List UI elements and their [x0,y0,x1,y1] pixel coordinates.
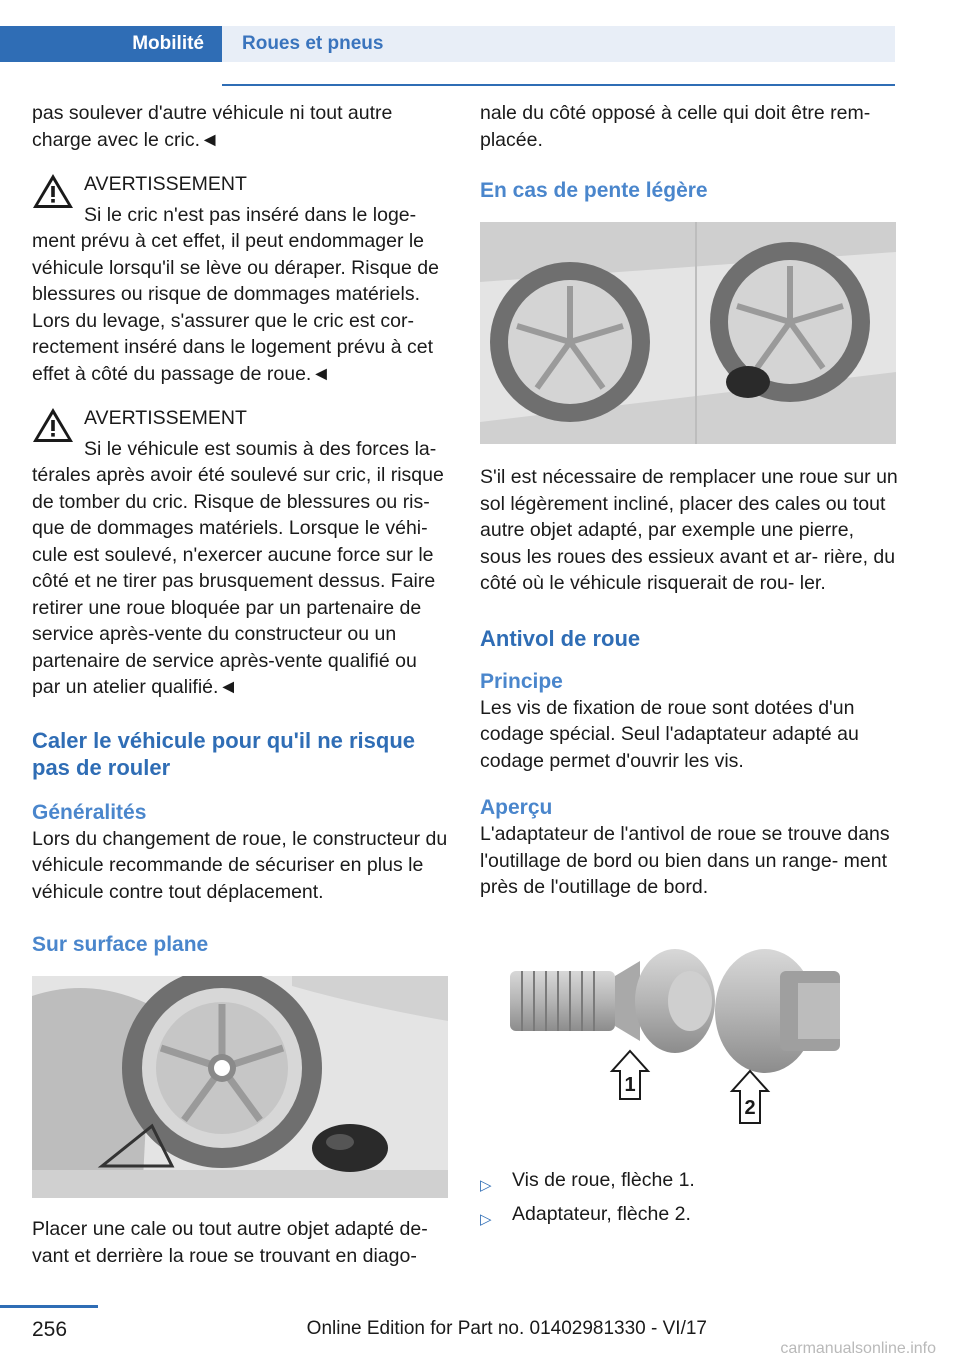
illustration-wheel-chock-flat [32,976,448,1198]
page-number: 256 [32,1318,68,1341]
warning-title-1: AVERTISSEMENT [84,173,247,195]
tab-underline [222,84,895,86]
heading-pente-legere: En cas de pente légère [480,179,708,202]
wheel-chock-flat-illustration [32,976,448,1198]
arrow-label-2: 2 [744,1096,756,1119]
warning-block-1 [32,171,450,387]
watermark: carmanualsonline.info [780,1340,936,1357]
tab-roues-et-pneus[interactable] [222,26,895,62]
tab-roues-label: Roues et pneus [242,33,384,54]
warning-text-2: Si le véhicule est soumis à des forces la- térales après avoir été soulevé sur cric, il risque de tomber du cric. Risque de blessures ou ris- que de dommages matériels. Lorsque le véhi- cule est soulevé, n'exercer aucune force sur le côté et ne tirer pas brusquement dessus. Faire retirer une roue bloquée par un partenaire de service après-vente du constructeur ou un partenaire de service après-vente qualifié ou par un atelier qualifié.◄ [32,437,444,698]
warning-block-2 [32,405,450,701]
paragraph-cric-end: pas soulever d'autre véhicule ni tout autre charge avec le cric.◄ [32,102,393,151]
illustration-wheel-chock-slope [480,222,896,444]
tab-mobilite[interactable] [0,26,222,62]
paragraph-surface-plane: Placer une cale ou tout autre objet adapté de- vant et derrière la roue se trouvant en diago- [32,1218,428,1267]
triangle-bullet-icon: ▷ [480,1176,492,1194]
warning-text-1: Si le cric n'est pas inséré dans le loge- ment prévu à cet effet, il peut endommager le véhicule lorsqu'il se lève ou déraper. Risque de blessures ou risque de dommages matériels. Lors du levage, s'assurer que le cric est cor- rectement inséré dans le logement prévu à cet effet à côté du passage de roue.◄ [32,203,439,385]
warning-triangle-icon [32,407,74,443]
edition-text: Online Edition for Part no. 01402981330 - VI/17 [306,1318,707,1339]
heading-generalites: Généralités [32,800,147,824]
wheel-lock-illustration [480,931,896,1149]
heading-principe: Principe [480,669,563,693]
triangle-bullet-icon: ▷ [480,1211,492,1228]
illustration-wheel-lock [480,931,896,1149]
warning-title-2: AVERTISSEMENT [84,407,247,429]
list-item: ▷ Vis de roue, flèche 1. [480,1167,898,1194]
paragraph-generalites: Lors du changement de roue, le constructeur du véhicule recommande de sécuriser en plus le véhicule contre tout déplacement. [32,827,448,903]
list-item: ▷ Adaptateur, flèche 2. [480,1201,898,1228]
bullet-list [480,1167,898,1228]
heading-surface-plane: Sur surface plane [32,933,209,956]
left-column [32,100,450,1269]
tab-mobilite-label: Mobilité [132,33,204,54]
paragraph-apercu: L'adaptateur de l'antivol de roue se trouve dans l'outillage de bord ou bien dans un range- ment près de l'outillage de bord. [480,823,890,898]
header-tabs [0,26,895,62]
heading-apercu: Aperçu [480,796,553,819]
paragraph-pente-legere: S'il est nécessaire de remplacer une roue sur un sol légèrement incliné, placer des cales ou tout autre objet adapté, par exemple une pierre, sous les roues des essieux avant et ar- rière, du côté où le véhicule risquerait de rou- ler. [480,466,898,594]
heading-antivol-de-roue: Antivol de roue [480,625,641,651]
right-column [480,100,898,1236]
paragraph-principe: Les vis de fixation de roue sont dotées d'un codage spécial. Seul l'adaptateur adapté au codage permet d'ouvrir les vis. [480,696,859,772]
paragraph-cont: nale du côté opposé à celle qui doit être rem- placée. [480,102,871,151]
footer-rule [0,1305,98,1308]
arrow-label-1: 1 [624,1073,636,1096]
warning-triangle-icon [32,173,74,209]
heading-caler-vehicule: Caler le véhicule pour qu'il ne risque pas de rouler [32,727,416,780]
wheel-chock-slope-illustration [480,222,896,444]
